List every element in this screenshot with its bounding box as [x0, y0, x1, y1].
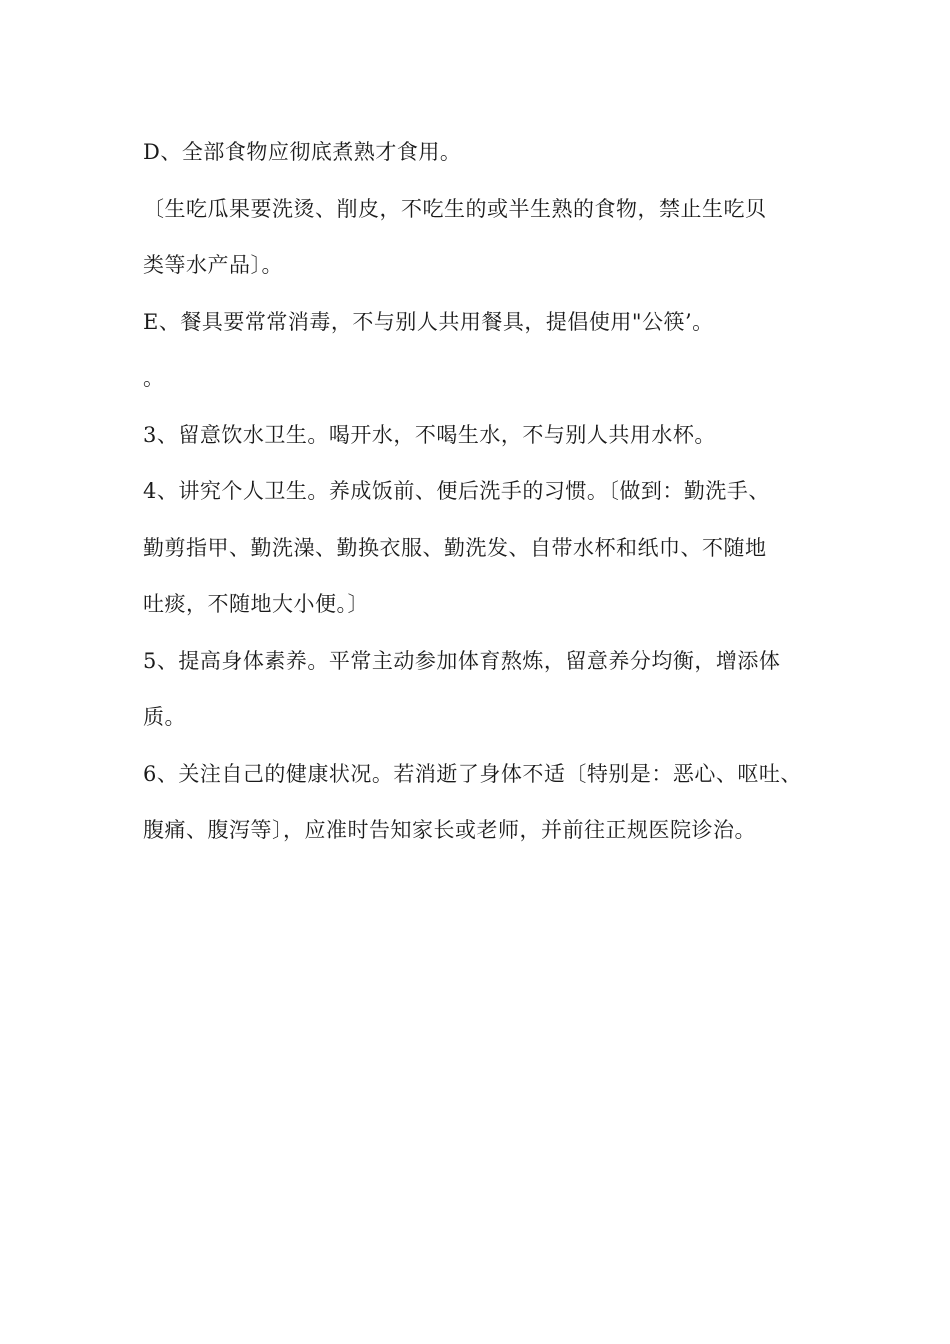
- text-line-item-4: 4、讲究个人卫生。养成饭前、便后洗手的习惯。〔做到：勤洗手、: [143, 479, 770, 503]
- text-line-stray-period: 。: [143, 366, 165, 390]
- document-body: [143, 132, 843, 867]
- text-line-item-5-cont: 质。: [143, 705, 186, 729]
- text-line-item-e: E、餐具要常常消毒，不与别人共用餐具，提倡使用"公筷’。: [143, 309, 714, 334]
- text-line-item-d-note: 〔生吃瓜果要洗烫、削皮，不吃生的或半生熟的食物，禁止生吃贝: [143, 196, 767, 221]
- text-line-item-4-cont: 勤剪指甲、勤洗澡、勤换衣服、勤洗发、自带水杯和纸巾、不随地: [143, 535, 767, 560]
- text-line-item-5: 5、提高身体素养。平常主动参加体育熬炼，留意养分均衡，增添体: [143, 648, 781, 673]
- text-line-item-d-note-cont: 类等水产品〕。: [143, 253, 283, 277]
- text-line-item-3: 3、留意饮水卫生。喝开水，不喝生水，不与别人共用水杯。: [143, 422, 716, 447]
- text-line-item-6: 6、关注自己的健康状况。若消逝了身体不适〔特别是：恶心、呕吐、: [143, 761, 802, 786]
- text-line-item-d: D、全部食物应彻底煮熟才食用。: [143, 140, 462, 164]
- text-line-item-6-cont: 腹痛、腹泻等〕，应准时告知家长或老师，并前往正规医院诊治。: [143, 818, 756, 842]
- text-line-item-4-cont-2: 吐痰，不随地大小便。〕: [143, 592, 369, 616]
